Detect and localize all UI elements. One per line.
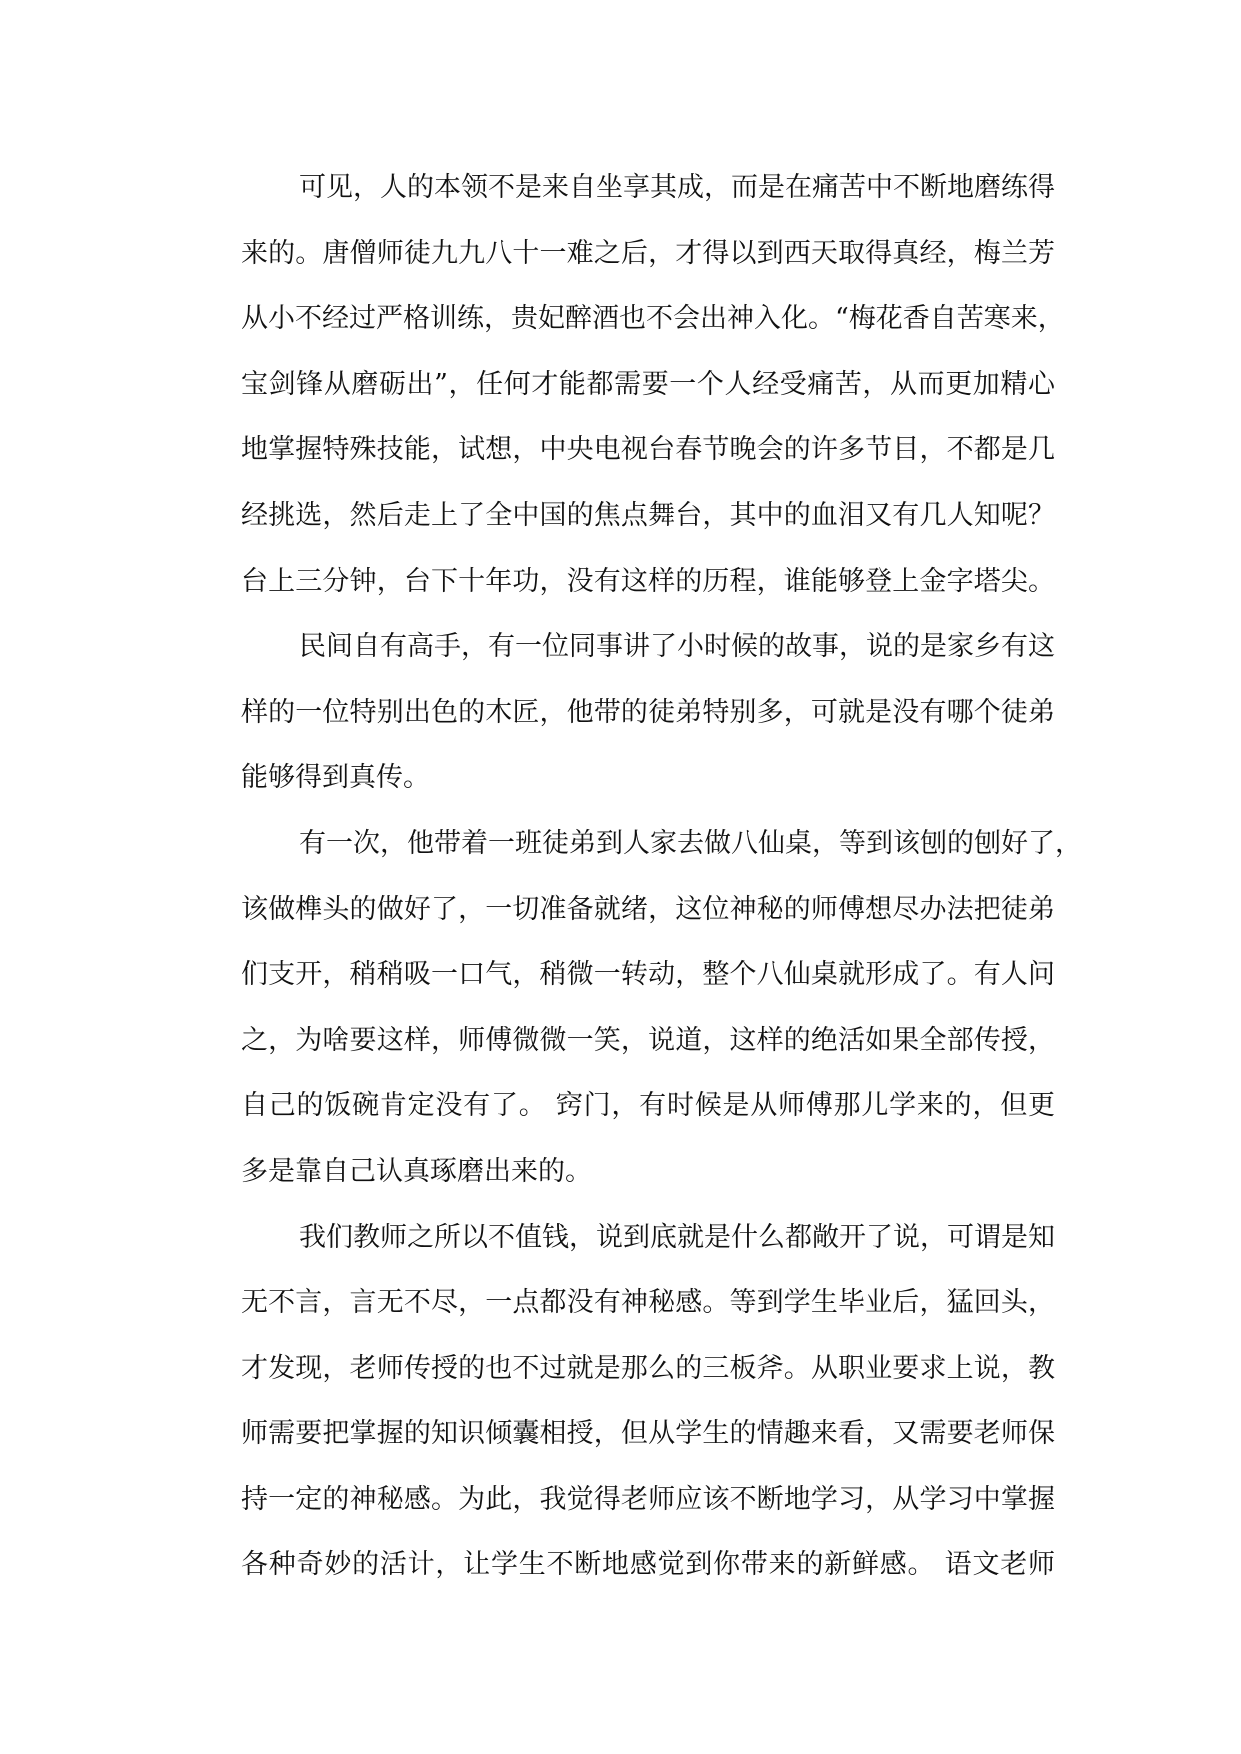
text-line: 持一定的神秘感。为此，我觉得老师应该不断地学习，从学习中掌握 bbox=[241, 1483, 1055, 1515]
text-line: 各种奇妙的活计，让学生不断地感觉到你带来的新鲜感。 语文老师 bbox=[241, 1549, 1055, 1581]
text-line: 宝剑锋从磨砺出”，任何才能都需要一个人经受痛苦，从而更加精心 bbox=[241, 368, 1055, 400]
document-body bbox=[187, 155, 1082, 1598]
text-line: 无不言，言无不尽，一点都没有神秘感。等到学生毕业后，猛回头， bbox=[241, 1287, 1055, 1319]
text-line: 才发现，老师传授的也不过就是那么的三板斧。从职业要求上说，教 bbox=[241, 1352, 1055, 1384]
text-line: 该做榫头的做好了，一切准备就绪，这位神秘的师傅想尽办法把徒弟 bbox=[241, 893, 1055, 925]
text-line: 地掌握特殊技能，试想，中央电视台春节晚会的许多节目，不都是几 bbox=[241, 434, 1055, 466]
paragraph-2 bbox=[187, 614, 1055, 811]
text-line: 民间自有高手，有一位同事讲了小时候的故事，说的是家乡有这 bbox=[299, 631, 1055, 663]
text-line: 多是靠自己认真琢磨出来的。 bbox=[241, 1155, 592, 1187]
text-line: 师需要把掌握的知识倾囊相授，但从学生的情趣来看，又需要老师保 bbox=[241, 1418, 1055, 1450]
text-line: 有一次，他带着一班徒弟到人家去做八仙桌，等到该刨的刨好了， bbox=[299, 827, 1082, 859]
text-line: 们支开，稍稍吸一口气，稍微一转动，整个八仙桌就形成了。有人问 bbox=[241, 959, 1055, 991]
text-line: 之，为啥要这样，师傅微微一笑，说道，这样的绝活如果全部传授， bbox=[241, 1024, 1055, 1056]
text-line: 台上三分钟，台下十年功，没有这样的历程，谁能够登上金字塔尖。 bbox=[241, 565, 1055, 597]
text-line: 样的一位特别出色的木匠，他带的徒弟特别多，可就是没有哪个徒弟 bbox=[241, 696, 1055, 728]
text-line: 能够得到真传。 bbox=[241, 762, 430, 794]
text-line: 来的。唐僧师徒九九八十一难之后，才得以到西天取得真经，梅兰芳 bbox=[241, 237, 1055, 269]
text-line: 从小不经过严格训练，贵妃醉酒也不会出神入化。“梅花香自苦寒来， bbox=[241, 303, 1065, 335]
text-line: 经挑选，然后走上了全中国的焦点舞台，其中的血泪又有几人知呢？ bbox=[241, 499, 1055, 531]
paragraph-1 bbox=[187, 155, 1065, 614]
text-line: 可见，人的本领不是来自坐享其成，而是在痛苦中不断地磨练得 bbox=[299, 172, 1055, 203]
paragraph-4 bbox=[187, 1205, 1055, 1599]
text-line: 自己的饭碗肯定没有了。 窍门，有时候是从师傅那儿学来的，但更 bbox=[241, 1090, 1055, 1122]
paragraph-3 bbox=[187, 811, 1082, 1205]
text-line: 我们教师之所以不值钱，说到底就是什么都敞开了说，可谓是知 bbox=[299, 1221, 1055, 1253]
